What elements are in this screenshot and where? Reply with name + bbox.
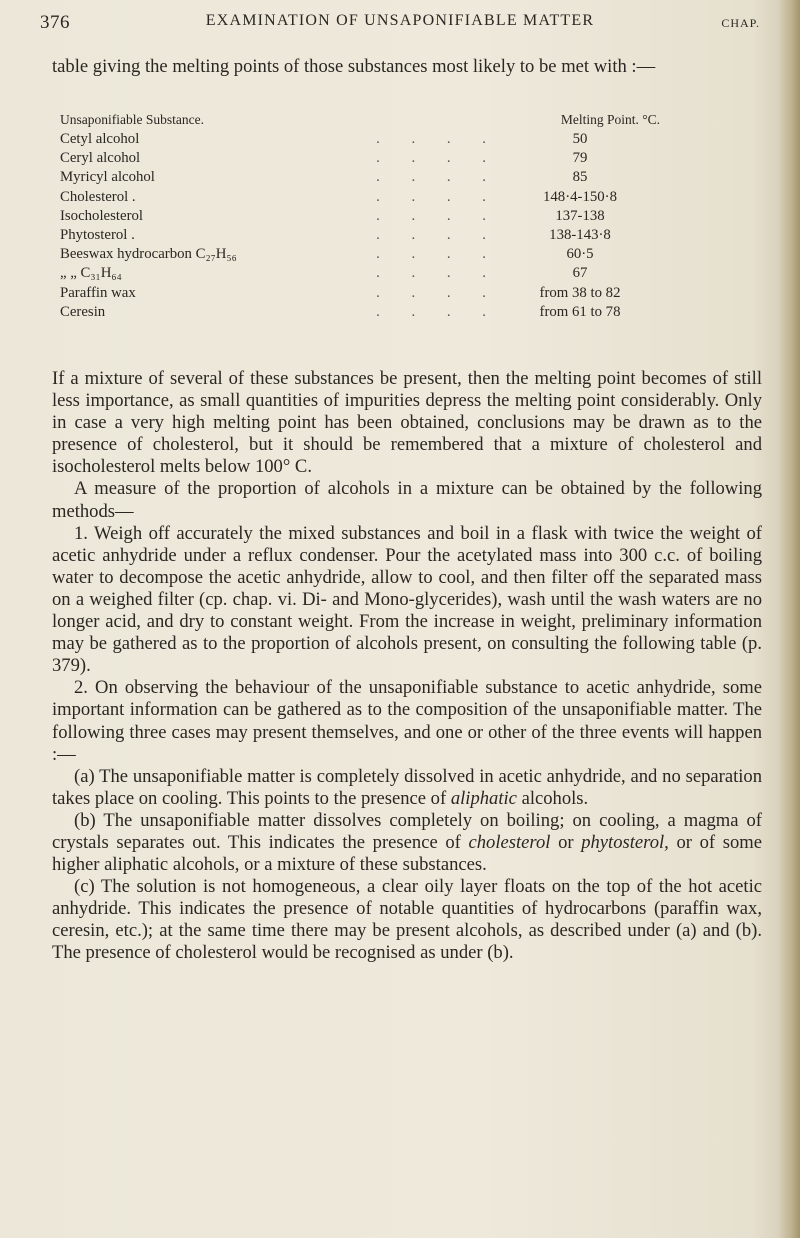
body-text [52,368,762,965]
melting-point-value: 148·4-150·8 [543,188,617,205]
paragraph-case-b [52,810,762,876]
case-b-text-end: or of some higher aliphatic alcohols, or a mixture of these substances. [52,831,762,876]
paragraph-1: If a mixture of several of these substances be present, then the melting point becomes of still less importance, as small quantities of impurities depress the melting point considerably. Only in case a very high melting point has been obtained, conclusions may be drawn as to the presence of cholesterol, but it should be remembered that a mixture of cholesterol and isocholesterol melts below 100° C. [52,368,762,478]
leader-dots: . . . . [376,284,500,301]
case-a-text-end: alcohols. [521,787,589,809]
melting-point-value: 60·5 [566,246,594,263]
chapter-marker: CHAP. [721,16,760,30]
running-title: EXAMINATION OF UNSAPONIFIABLE MATTER [205,12,595,29]
table-row [60,226,660,245]
paragraph-case-a [52,766,762,810]
substance-name: Beeswax hydrocarbon C₂₇H₅₆ [60,246,237,263]
table-row [60,245,660,264]
table-header [60,110,660,130]
paragraph-3: 1. Weigh off accurately the mixed substances and boil in a flask with twice the weight of acetic anhydride under a reflux condenser. Pour the acetylated mass into 300 c.c. of boiling water to decompose the acetic anhydride, allow to cool, and then filter off the separated mass on a weighed filter (cp. chap. vi. Di- and Mono-glycerides), wash until the wash waters are no longer acid, and dry to constant weight. From the increase in weight, preliminary information may be gathered as to the proportion of alcohols present, on consulting the following table (p. 379). [52,522,762,677]
melting-point-value: 50 [572,131,588,147]
case-a-text: (a) The unsaponifiable matter is completely dissolved in acetic anhydride, and no separation takes place on cooling. This points to the presence of [52,765,762,809]
table-row [60,130,660,149]
intro-paragraph [52,56,762,78]
leader-dots: . . . . [376,150,500,167]
substance-name: Cholesterol . [60,188,136,205]
melting-point-value: from 38 to 82 [539,284,621,301]
substance-name: Ceresin [60,303,106,320]
table-row [60,149,660,168]
melting-point-table [60,110,660,322]
melting-point-value: 138-143·8 [549,226,611,243]
substance-name: Isocholesterol [60,207,144,224]
substance-name: „ „ C₃₁H₆₄ [60,265,122,282]
page-number: 376 [40,12,70,33]
substance-name: Ceryl alcohol [60,150,141,167]
melting-point-value: from 61 to 78 [539,303,621,320]
table-row [60,188,660,207]
column-header-substance: Unsaponifiable Substance. [60,112,204,127]
paragraph-case-c: (c) The solution is not homogeneous, a clear oily layer floats on the top of the hot acetic anhydride. This indicates the presence of notable quantities of hydrocarbons (paraffin wax, ceresin, etc.); at the same time there may be present alcohols, as described under (a) and (b). The presence of cholesterol would be recognised as under (b). [52,876,762,964]
paragraph-2: A measure of the proportion of alcohols in a mixture can be obtained by the following methods— [52,478,762,522]
case-b-emphasis-phytosterol: phytosterol, [581,831,669,853]
table-row [60,284,660,303]
table-body [60,130,660,322]
leader-dots: . . . . [376,303,500,320]
melting-point-value: 79 [572,150,588,167]
case-a-emphasis: aliphatic [450,787,517,809]
leader-dots: . . . . [376,207,500,224]
leader-dots: . . . . [376,188,500,205]
paragraph-4: 2. On observing the behaviour of the unsaponifiable substance to acetic anhydride, some important information can be gathered as to the composition of the unsaponifiable matter. The following three cases may present themselves, and one or other of the three events will happen :— [52,677,762,765]
case-b-text: (b) The unsaponifiable matter dissolves completely on boiling; on cooling, a magma of crystals separates out. This indicates the presence of [52,809,762,853]
page-edge-shadow [778,0,800,1238]
table-row [60,303,660,322]
melting-point-value: 67 [572,265,588,282]
melting-point-value: 85 [572,169,588,186]
leader-dots: . . . . [376,226,500,243]
leader-dots: . . . . [376,131,500,147]
column-header-melting-point: Melting Point. °C. [560,112,660,127]
table-row [60,264,660,283]
table-row [60,207,660,226]
substance-name: Myricyl alcohol [60,169,155,186]
leader-dots: . . . . [376,169,500,186]
substance-name: Cetyl alcohol [60,131,140,147]
case-b-emphasis-cholesterol: cholesterol [468,831,551,853]
case-b-or: or [558,831,574,853]
intro-text: table giving the melting points of those substances most likely to be met with :— [52,56,656,77]
table-row [60,168,660,187]
melting-point-value: 137-138 [555,207,605,224]
substance-name: Paraffin wax [60,284,136,301]
page-header [40,12,760,38]
leader-dots: . . . . [376,265,500,282]
leader-dots: . . . . [376,246,500,263]
substance-name: Phytosterol . [60,226,135,243]
